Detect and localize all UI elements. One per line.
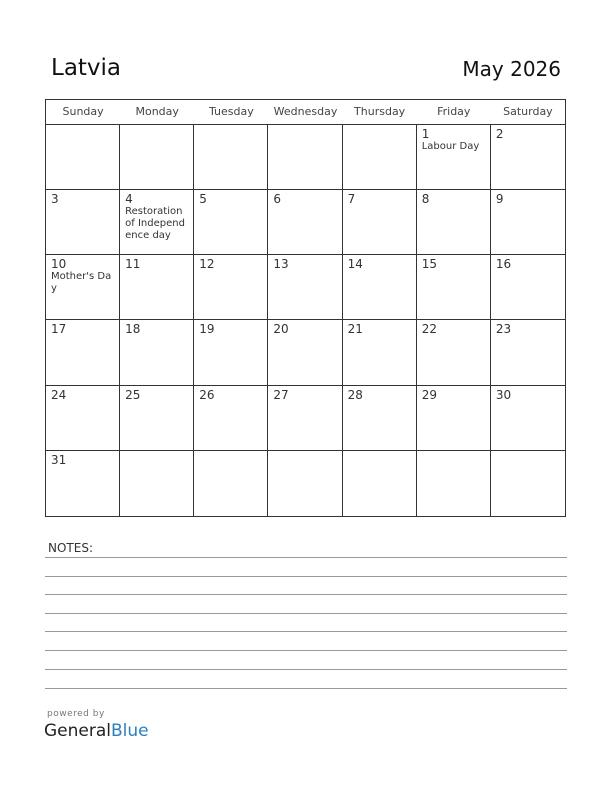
day-cell: [343, 320, 417, 385]
day-number: 5: [199, 192, 207, 207]
day-number: 27: [273, 387, 289, 402]
day-cell: [120, 190, 194, 255]
day-cell: [268, 125, 342, 190]
day-cell: [417, 255, 491, 320]
weekday-friday: Friday: [437, 105, 471, 118]
day-number: 13: [273, 257, 289, 272]
day-cell: [120, 386, 194, 451]
weekday-monday: Monday: [135, 105, 179, 118]
day-cell: [46, 255, 120, 320]
day-cell: [417, 320, 491, 385]
note-line: [45, 613, 567, 614]
day-number: 21: [347, 322, 363, 337]
day-cell: [268, 255, 342, 320]
day-number: 10: [51, 257, 67, 272]
day-number: 7: [347, 192, 356, 207]
day-number: 3: [51, 192, 59, 207]
day-cell: [194, 255, 268, 320]
day-cell: [194, 451, 268, 516]
day-cell: [343, 386, 417, 451]
day-cell: [343, 125, 417, 190]
day-number: 18: [125, 322, 141, 337]
weekday-saturday: Saturday: [503, 105, 553, 118]
day-cell: [120, 451, 194, 516]
day-number: 19: [199, 322, 215, 337]
brand-blue: Blue: [111, 721, 149, 741]
day-cell: [268, 190, 342, 255]
day-number: 28: [347, 387, 363, 402]
day-number: 8: [421, 192, 430, 207]
day-number: 20: [273, 322, 289, 337]
day-number: 6: [273, 192, 282, 207]
day-number: 4: [125, 192, 133, 207]
day-cell: [46, 125, 120, 190]
brand-general: General: [44, 721, 111, 741]
weekday-header: [46, 100, 565, 125]
day-number: 17: [51, 322, 67, 337]
day-number: 24: [51, 387, 67, 402]
day-number: 1: [421, 127, 430, 141]
day-number: 2: [495, 127, 504, 141]
day-cell: [194, 190, 268, 255]
day-cell: [194, 386, 268, 451]
generalblue-logo[interactable]: [44, 721, 149, 741]
note-line: [45, 688, 567, 689]
day-cell: [268, 451, 342, 516]
day-cell: [46, 190, 120, 255]
note-line: [45, 557, 567, 558]
day-cell: [491, 125, 565, 190]
day-cell: [120, 255, 194, 320]
day-number: 9: [495, 192, 504, 207]
day-cell: [491, 320, 565, 385]
weekday-thursday: Thursday: [354, 105, 406, 118]
day-number: 16: [495, 257, 512, 272]
calendar-grid: [45, 99, 566, 517]
day-cell: [417, 386, 491, 451]
day-number: 14: [347, 257, 363, 272]
day-cell: [46, 320, 120, 385]
day-cell: [343, 190, 417, 255]
day-number: 22: [421, 322, 437, 337]
holiday-label: Mother's Day: [51, 271, 112, 295]
day-number: 25: [125, 387, 141, 402]
day-cell: [194, 320, 268, 385]
day-number: 15: [421, 257, 437, 272]
day-cell: [268, 320, 342, 385]
note-line: [45, 576, 567, 577]
weekday-wednesday: Wednesday: [273, 105, 338, 118]
day-number: 29: [421, 387, 437, 402]
day-number: 26: [199, 387, 215, 402]
day-cell: [194, 125, 268, 190]
day-cell: [120, 320, 194, 385]
notes-label: NOTES:: [48, 541, 93, 555]
day-cell: [417, 190, 491, 255]
note-line: [45, 594, 567, 595]
day-number: 23: [495, 322, 512, 337]
powered-by-text: powered by: [47, 709, 105, 719]
day-number: 31: [51, 452, 67, 467]
day-cell: [491, 451, 565, 516]
day-cell: [46, 386, 120, 451]
weekday-sunday: Sunday: [62, 105, 104, 118]
day-cell: [417, 125, 491, 190]
holiday-label: Restoration of Independence day: [125, 206, 185, 242]
day-cell: [343, 255, 417, 320]
day-cell: [343, 451, 417, 516]
note-line: [45, 669, 567, 670]
day-cells: [46, 125, 565, 516]
day-cell: [46, 451, 120, 516]
weekday-tuesday: Tuesday: [208, 105, 254, 118]
day-number: 30: [495, 387, 512, 402]
country-title: Latvia: [51, 55, 122, 81]
day-cell: [417, 451, 491, 516]
day-cell: [268, 386, 342, 451]
day-number: 12: [199, 257, 215, 272]
day-number: 11: [125, 257, 141, 272]
holiday-label: Labour Day: [421, 141, 480, 152]
day-cell: [491, 386, 565, 451]
day-cell: [491, 255, 565, 320]
month-title: May 2026: [462, 57, 561, 81]
note-line: [45, 650, 567, 651]
note-line: [45, 631, 567, 632]
day-cell: [120, 125, 194, 190]
day-cell: [491, 190, 565, 255]
